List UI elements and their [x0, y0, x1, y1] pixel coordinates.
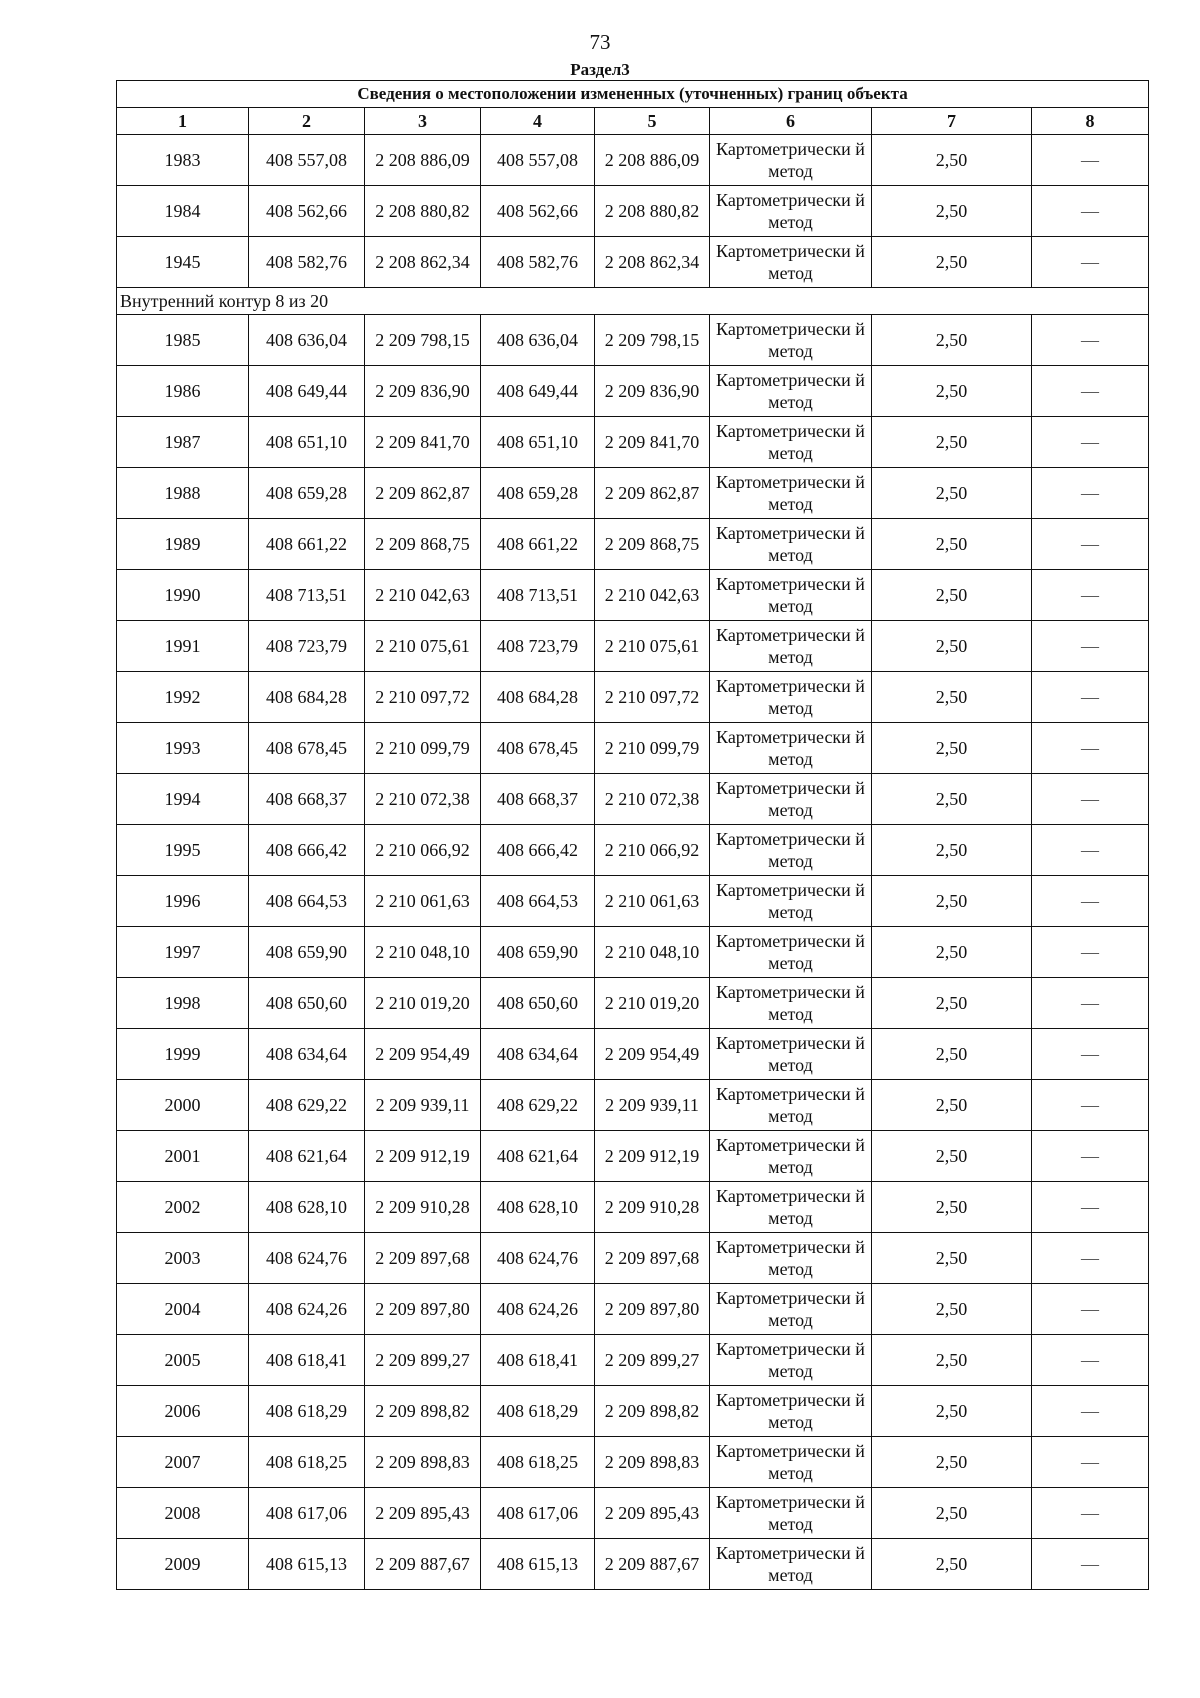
cell-accuracy: 2,50	[872, 186, 1032, 237]
cell-point-number: 2009	[117, 1539, 249, 1590]
cell-description: —	[1032, 1284, 1149, 1335]
cell-point-number: 1991	[117, 621, 249, 672]
cell-y-new: 2 210 099,79	[595, 723, 710, 774]
column-number-row	[117, 108, 1149, 135]
table-row	[117, 1131, 1149, 1182]
table-row	[117, 1437, 1149, 1488]
cell-description: —	[1032, 1386, 1149, 1437]
cell-method: Картометрически й метод	[710, 1182, 872, 1233]
cell-description: —	[1032, 570, 1149, 621]
column-number: 8	[1032, 108, 1149, 135]
cell-accuracy: 2,50	[872, 570, 1032, 621]
cell-x-old: 408 723,79	[249, 621, 365, 672]
cell-y-old: 2 209 798,15	[365, 315, 481, 366]
cell-point-number: 1983	[117, 135, 249, 186]
cell-x-new: 408 557,08	[481, 135, 595, 186]
cell-point-number: 1998	[117, 978, 249, 1029]
cell-y-old: 2 208 880,82	[365, 186, 481, 237]
cell-x-old: 408 624,76	[249, 1233, 365, 1284]
table-row	[117, 1488, 1149, 1539]
section-title: Раздел3	[570, 60, 630, 79]
table-row	[117, 672, 1149, 723]
cell-x-new: 408 629,22	[481, 1080, 595, 1131]
cell-accuracy: 2,50	[872, 774, 1032, 825]
cell-y-old: 2 210 066,92	[365, 825, 481, 876]
cell-accuracy: 2,50	[872, 417, 1032, 468]
column-number: 5	[595, 108, 710, 135]
cell-y-new: 2 208 880,82	[595, 186, 710, 237]
cell-accuracy: 2,50	[872, 927, 1032, 978]
table-row	[117, 1539, 1149, 1590]
cell-x-new: 408 678,45	[481, 723, 595, 774]
cell-accuracy: 2,50	[872, 1386, 1032, 1437]
table-row	[117, 135, 1149, 186]
cell-x-new: 408 621,64	[481, 1131, 595, 1182]
table-title: Сведения о местоположении измененных (уточненных) границ объекта	[117, 81, 1149, 108]
cell-x-old: 408 617,06	[249, 1488, 365, 1539]
cell-accuracy: 2,50	[872, 876, 1032, 927]
cell-point-number: 1997	[117, 927, 249, 978]
page-number: 73	[589, 30, 611, 54]
cell-y-old: 2 209 897,68	[365, 1233, 481, 1284]
cell-method: Картометрически й метод	[710, 1131, 872, 1182]
cell-description: —	[1032, 1182, 1149, 1233]
cell-y-old: 2 210 097,72	[365, 672, 481, 723]
cell-x-new: 408 562,66	[481, 186, 595, 237]
cell-x-old: 408 629,22	[249, 1080, 365, 1131]
cell-y-new: 2 209 862,87	[595, 468, 710, 519]
cell-x-old: 408 624,26	[249, 1284, 365, 1335]
cell-y-new: 2 210 072,38	[595, 774, 710, 825]
table-row	[117, 417, 1149, 468]
cell-description: —	[1032, 774, 1149, 825]
cell-x-new: 408 624,26	[481, 1284, 595, 1335]
cell-x-old: 408 615,13	[249, 1539, 365, 1590]
cell-x-new: 408 659,28	[481, 468, 595, 519]
boundary-coordinates-table	[116, 80, 1149, 1590]
cell-method: Картометрически й метод	[710, 927, 872, 978]
cell-x-old: 408 666,42	[249, 825, 365, 876]
cell-x-new: 408 664,53	[481, 876, 595, 927]
cell-method: Картометрически й метод	[710, 417, 872, 468]
cell-y-new: 2 209 898,83	[595, 1437, 710, 1488]
cell-accuracy: 2,50	[872, 1080, 1032, 1131]
cell-y-new: 2 210 066,92	[595, 825, 710, 876]
cell-y-old: 2 209 841,70	[365, 417, 481, 468]
cell-accuracy: 2,50	[872, 1029, 1032, 1080]
cell-y-old: 2 209 939,11	[365, 1080, 481, 1131]
cell-description: —	[1032, 672, 1149, 723]
cell-accuracy: 2,50	[872, 237, 1032, 288]
cell-x-old: 408 650,60	[249, 978, 365, 1029]
cell-point-number: 1990	[117, 570, 249, 621]
table-row	[117, 1233, 1149, 1284]
cell-method: Картометрически й метод	[710, 1029, 872, 1080]
cell-y-new: 2 209 897,80	[595, 1284, 710, 1335]
cell-method: Картометрически й метод	[710, 135, 872, 186]
cell-description: —	[1032, 417, 1149, 468]
table-row	[117, 570, 1149, 621]
column-number: 1	[117, 108, 249, 135]
cell-x-new: 408 723,79	[481, 621, 595, 672]
cell-description: —	[1032, 1080, 1149, 1131]
cell-method: Картометрически й метод	[710, 1284, 872, 1335]
cell-method: Картометрически й метод	[710, 315, 872, 366]
cell-point-number: 1993	[117, 723, 249, 774]
cell-y-new: 2 209 841,70	[595, 417, 710, 468]
cell-method: Картометрически й метод	[710, 237, 872, 288]
cell-accuracy: 2,50	[872, 621, 1032, 672]
cell-x-new: 408 628,10	[481, 1182, 595, 1233]
cell-method: Картометрически й метод	[710, 1386, 872, 1437]
cell-y-new: 2 209 895,43	[595, 1488, 710, 1539]
cell-x-new: 408 659,90	[481, 927, 595, 978]
cell-y-new: 2 209 912,19	[595, 1131, 710, 1182]
cell-description: —	[1032, 1539, 1149, 1590]
cell-method: Картометрически й метод	[710, 978, 872, 1029]
cell-point-number: 1994	[117, 774, 249, 825]
cell-x-new: 408 618,25	[481, 1437, 595, 1488]
cell-x-old: 408 634,64	[249, 1029, 365, 1080]
cell-description: —	[1032, 876, 1149, 927]
column-number: 3	[365, 108, 481, 135]
cell-y-old: 2 209 897,80	[365, 1284, 481, 1335]
cell-method: Картометрически й метод	[710, 570, 872, 621]
cell-y-new: 2 209 899,27	[595, 1335, 710, 1386]
cell-y-old: 2 210 061,63	[365, 876, 481, 927]
cell-x-new: 408 618,41	[481, 1335, 595, 1386]
cell-y-old: 2 209 898,82	[365, 1386, 481, 1437]
cell-x-old: 408 661,22	[249, 519, 365, 570]
cell-y-new: 2 209 954,49	[595, 1029, 710, 1080]
table-row	[117, 186, 1149, 237]
cell-description: —	[1032, 825, 1149, 876]
cell-method: Картометрически й метод	[710, 1488, 872, 1539]
cell-y-new: 2 208 862,34	[595, 237, 710, 288]
cell-point-number: 2005	[117, 1335, 249, 1386]
cell-x-old: 408 713,51	[249, 570, 365, 621]
cell-method: Картометрически й метод	[710, 621, 872, 672]
cell-x-old: 408 562,66	[249, 186, 365, 237]
cell-accuracy: 2,50	[872, 1488, 1032, 1539]
cell-x-old: 408 557,08	[249, 135, 365, 186]
table-row	[117, 825, 1149, 876]
cell-point-number: 1995	[117, 825, 249, 876]
cell-accuracy: 2,50	[872, 1335, 1032, 1386]
table-row	[117, 1080, 1149, 1131]
cell-method: Картометрически й метод	[710, 1233, 872, 1284]
cell-description: —	[1032, 1437, 1149, 1488]
table-row	[117, 1335, 1149, 1386]
cell-y-new: 2 210 097,72	[595, 672, 710, 723]
cell-x-new: 408 624,76	[481, 1233, 595, 1284]
cell-x-new: 408 668,37	[481, 774, 595, 825]
cell-y-new: 2 210 075,61	[595, 621, 710, 672]
cell-point-number: 1984	[117, 186, 249, 237]
table-row	[117, 876, 1149, 927]
cell-method: Картометрически й метод	[710, 774, 872, 825]
cell-x-new: 408 650,60	[481, 978, 595, 1029]
cell-y-old: 2 209 899,27	[365, 1335, 481, 1386]
cell-point-number: 2004	[117, 1284, 249, 1335]
cell-point-number: 2000	[117, 1080, 249, 1131]
cell-x-new: 408 684,28	[481, 672, 595, 723]
cell-y-old: 2 210 042,63	[365, 570, 481, 621]
cell-x-old: 408 621,64	[249, 1131, 365, 1182]
table-row	[117, 366, 1149, 417]
column-number: 7	[872, 108, 1032, 135]
cell-x-new: 408 618,29	[481, 1386, 595, 1437]
cell-description: —	[1032, 519, 1149, 570]
cell-y-old: 2 209 898,83	[365, 1437, 481, 1488]
cell-point-number: 1988	[117, 468, 249, 519]
cell-x-new: 408 661,22	[481, 519, 595, 570]
cell-x-new: 408 617,06	[481, 1488, 595, 1539]
cell-y-old: 2 210 019,20	[365, 978, 481, 1029]
cell-y-old: 2 208 862,34	[365, 237, 481, 288]
cell-method: Картометрически й метод	[710, 1335, 872, 1386]
cell-accuracy: 2,50	[872, 519, 1032, 570]
table-row	[117, 927, 1149, 978]
cell-description: —	[1032, 237, 1149, 288]
cell-y-old: 2 209 912,19	[365, 1131, 481, 1182]
cell-x-old: 408 636,04	[249, 315, 365, 366]
table-row	[117, 237, 1149, 288]
cell-y-new: 2 210 061,63	[595, 876, 710, 927]
cell-y-old: 2 210 048,10	[365, 927, 481, 978]
cell-description: —	[1032, 135, 1149, 186]
cell-accuracy: 2,50	[872, 1182, 1032, 1233]
cell-description: —	[1032, 366, 1149, 417]
cell-point-number: 2001	[117, 1131, 249, 1182]
cell-accuracy: 2,50	[872, 672, 1032, 723]
cell-description: —	[1032, 1029, 1149, 1080]
cell-method: Картометрически й метод	[710, 366, 872, 417]
cell-description: —	[1032, 468, 1149, 519]
cell-description: —	[1032, 1131, 1149, 1182]
table-row	[117, 978, 1149, 1029]
cell-x-new: 408 666,42	[481, 825, 595, 876]
cell-y-new: 2 208 886,09	[595, 135, 710, 186]
cell-method: Картометрически й метод	[710, 876, 872, 927]
cell-description: —	[1032, 1335, 1149, 1386]
cell-y-new: 2 209 887,67	[595, 1539, 710, 1590]
cell-x-new: 408 615,13	[481, 1539, 595, 1590]
cell-description: —	[1032, 315, 1149, 366]
cell-method: Картометрически й метод	[710, 1437, 872, 1488]
cell-method: Картометрически й метод	[710, 519, 872, 570]
cell-y-old: 2 208 886,09	[365, 135, 481, 186]
table-row	[117, 315, 1149, 366]
cell-y-new: 2 210 048,10	[595, 927, 710, 978]
cell-accuracy: 2,50	[872, 1233, 1032, 1284]
cell-point-number: 1989	[117, 519, 249, 570]
cell-x-old: 408 618,25	[249, 1437, 365, 1488]
table-row	[117, 519, 1149, 570]
cell-y-new: 2 209 798,15	[595, 315, 710, 366]
cell-method: Картометрически й метод	[710, 723, 872, 774]
cell-accuracy: 2,50	[872, 1539, 1032, 1590]
column-number: 6	[710, 108, 872, 135]
cell-y-new: 2 210 019,20	[595, 978, 710, 1029]
cell-accuracy: 2,50	[872, 1284, 1032, 1335]
cell-point-number: 1999	[117, 1029, 249, 1080]
cell-method: Картометрически й метод	[710, 1080, 872, 1131]
cell-accuracy: 2,50	[872, 825, 1032, 876]
cell-x-old: 408 668,37	[249, 774, 365, 825]
cell-x-old: 408 659,28	[249, 468, 365, 519]
cell-x-old: 408 651,10	[249, 417, 365, 468]
cell-accuracy: 2,50	[872, 366, 1032, 417]
cell-description: —	[1032, 723, 1149, 774]
cell-x-new: 408 634,64	[481, 1029, 595, 1080]
table-row	[117, 774, 1149, 825]
cell-method: Картометрически й метод	[710, 1539, 872, 1590]
cell-y-new: 2 209 868,75	[595, 519, 710, 570]
cell-y-old: 2 210 099,79	[365, 723, 481, 774]
cell-method: Картометрически й метод	[710, 825, 872, 876]
cell-x-old: 408 664,53	[249, 876, 365, 927]
cell-x-old: 408 684,28	[249, 672, 365, 723]
cell-x-new: 408 636,04	[481, 315, 595, 366]
cell-y-old: 2 209 954,49	[365, 1029, 481, 1080]
column-number: 4	[481, 108, 595, 135]
cell-x-old: 408 678,45	[249, 723, 365, 774]
cell-point-number: 2007	[117, 1437, 249, 1488]
cell-point-number: 2008	[117, 1488, 249, 1539]
table-row	[117, 468, 1149, 519]
cell-description: —	[1032, 978, 1149, 1029]
cell-accuracy: 2,50	[872, 723, 1032, 774]
table-row	[117, 1386, 1149, 1437]
cell-x-old: 408 659,90	[249, 927, 365, 978]
cell-x-new: 408 651,10	[481, 417, 595, 468]
cell-y-old: 2 209 895,43	[365, 1488, 481, 1539]
cell-point-number: 2006	[117, 1386, 249, 1437]
cell-x-old: 408 582,76	[249, 237, 365, 288]
cell-accuracy: 2,50	[872, 1437, 1032, 1488]
cell-point-number: 2002	[117, 1182, 249, 1233]
cell-accuracy: 2,50	[872, 978, 1032, 1029]
contour-label: Внутренний контур 8 из 20	[117, 288, 1149, 315]
cell-y-old: 2 209 887,67	[365, 1539, 481, 1590]
cell-point-number: 1996	[117, 876, 249, 927]
cell-accuracy: 2,50	[872, 315, 1032, 366]
cell-y-new: 2 209 939,11	[595, 1080, 710, 1131]
cell-y-old: 2 209 836,90	[365, 366, 481, 417]
cell-description: —	[1032, 621, 1149, 672]
cell-y-new: 2 210 042,63	[595, 570, 710, 621]
cell-point-number: 1992	[117, 672, 249, 723]
table-row	[117, 1029, 1149, 1080]
cell-y-new: 2 209 836,90	[595, 366, 710, 417]
cell-accuracy: 2,50	[872, 468, 1032, 519]
cell-y-new: 2 209 910,28	[595, 1182, 710, 1233]
cell-method: Картометрически й метод	[710, 672, 872, 723]
cell-method: Картометрически й метод	[710, 468, 872, 519]
cell-x-new: 408 649,44	[481, 366, 595, 417]
cell-y-old: 2 209 862,87	[365, 468, 481, 519]
contour-label-row	[117, 288, 1149, 315]
cell-point-number: 1987	[117, 417, 249, 468]
table-row	[117, 723, 1149, 774]
column-number: 2	[249, 108, 365, 135]
cell-y-new: 2 209 897,68	[595, 1233, 710, 1284]
cell-y-old: 2 209 868,75	[365, 519, 481, 570]
cell-x-old: 408 628,10	[249, 1182, 365, 1233]
cell-x-new: 408 713,51	[481, 570, 595, 621]
cell-description: —	[1032, 1233, 1149, 1284]
cell-x-old: 408 618,41	[249, 1335, 365, 1386]
cell-y-new: 2 209 898,82	[595, 1386, 710, 1437]
cell-y-old: 2 209 910,28	[365, 1182, 481, 1233]
cell-accuracy: 2,50	[872, 135, 1032, 186]
cell-point-number: 2003	[117, 1233, 249, 1284]
cell-description: —	[1032, 1488, 1149, 1539]
cell-y-old: 2 210 072,38	[365, 774, 481, 825]
cell-accuracy: 2,50	[872, 1131, 1032, 1182]
cell-point-number: 1986	[117, 366, 249, 417]
cell-description: —	[1032, 186, 1149, 237]
cell-description: —	[1032, 927, 1149, 978]
cell-x-old: 408 618,29	[249, 1386, 365, 1437]
table-row	[117, 1284, 1149, 1335]
cell-point-number: 1945	[117, 237, 249, 288]
cell-point-number: 1985	[117, 315, 249, 366]
table-row	[117, 621, 1149, 672]
cell-y-old: 2 210 075,61	[365, 621, 481, 672]
cell-x-new: 408 582,76	[481, 237, 595, 288]
table-row	[117, 1182, 1149, 1233]
cell-x-old: 408 649,44	[249, 366, 365, 417]
cell-method: Картометрически й метод	[710, 186, 872, 237]
